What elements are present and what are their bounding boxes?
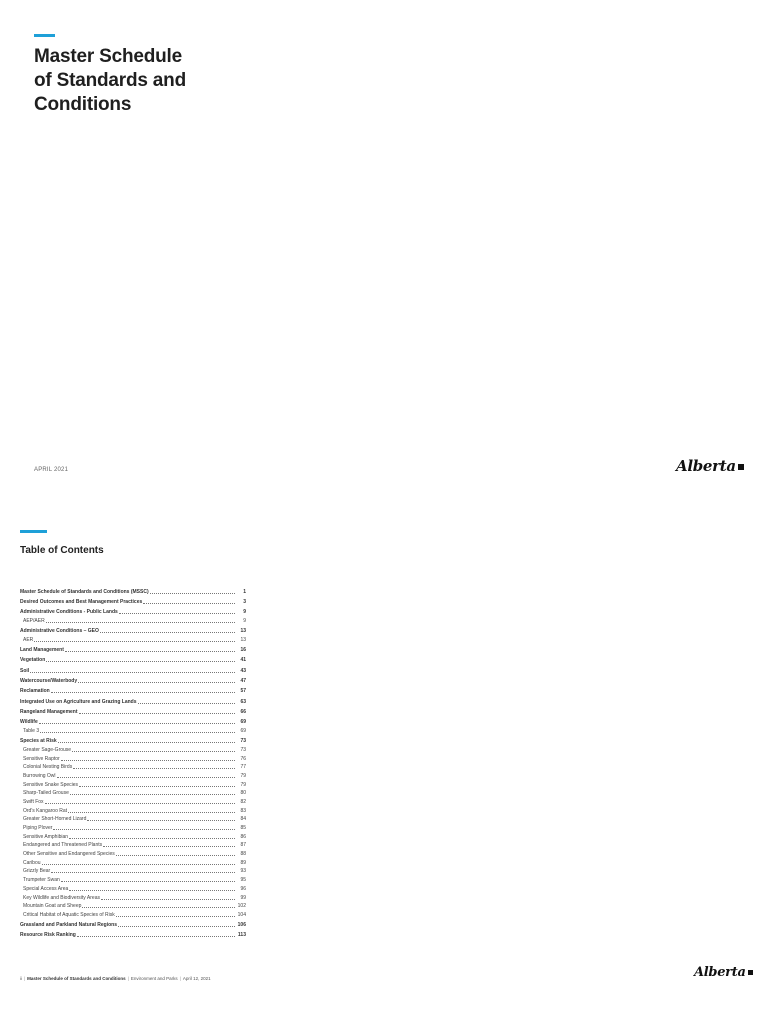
toc-dot-leader	[46, 657, 235, 662]
toc-entry-page: 47	[240, 678, 246, 685]
toc-entry[interactable]	[20, 725, 246, 734]
toc-entry-page: 73	[240, 738, 246, 745]
toc-entry-page: 57	[240, 688, 246, 695]
toc-entry-page: 86	[240, 833, 246, 840]
toc-entry[interactable]	[20, 716, 246, 725]
toc-entry-page: 82	[240, 798, 246, 805]
toc-entry-page: 63	[240, 698, 246, 705]
toc-dot-leader	[34, 637, 235, 642]
footer-separator: |	[24, 976, 26, 981]
toc-entry-label: Greater Short-Horned Lizard	[23, 816, 87, 823]
publication-date: APRIL 2021	[34, 467, 69, 473]
toc-entry-label: Other Sensitive and Endangered Species	[23, 851, 115, 858]
toc-dot-leader	[40, 728, 235, 733]
toc-entry[interactable]	[20, 848, 246, 857]
toc-entry-label: Sensitive Snake Species	[23, 781, 79, 788]
toc-entry[interactable]	[20, 596, 246, 605]
toc-dot-leader	[79, 709, 235, 714]
toc-entry-label: Soil	[20, 667, 30, 674]
toc-entry[interactable]	[20, 901, 246, 910]
toc-entry[interactable]	[20, 665, 246, 674]
toc-entry-label: Grizzly Bear	[23, 868, 51, 875]
toc-entry-label: Master Schedule of Standards and Conditions (MSSC)	[20, 588, 149, 595]
toc-entry-page: 79	[240, 772, 246, 779]
toc-dot-leader	[150, 589, 235, 594]
title-line-3: Conditions	[34, 94, 132, 115]
toc-dot-leader	[51, 868, 235, 873]
toc-entry-label: Integrated Use on Agriculture and Grazing Lands	[20, 698, 137, 705]
toc-entry-page: 106	[237, 922, 246, 929]
toc-entry[interactable]	[20, 892, 246, 901]
toc-entry-page: 88	[240, 851, 246, 858]
toc-entry-label: Mountain Goat and Sheep	[23, 903, 82, 910]
toc-entry-page: 69	[240, 727, 246, 734]
toc-dot-leader	[118, 922, 235, 927]
toc-entry-label: Land Management	[20, 647, 64, 654]
toc-accent-bar	[20, 530, 47, 533]
toc-entry-label: Watercourse/Waterbody	[20, 678, 78, 685]
toc-entry-page: 89	[240, 859, 246, 866]
toc-entry-page: 76	[240, 755, 246, 762]
footer-date: April 12, 2021	[182, 976, 211, 981]
toc-entry[interactable]	[20, 779, 246, 788]
toc-entry-page: 3	[243, 598, 246, 605]
toc-entry-label: Grassland and Parkland Natural Regions	[20, 922, 117, 929]
toc-dot-leader	[68, 808, 235, 813]
toc-dot-leader	[53, 825, 235, 830]
toc-entry-label: Vegetation	[20, 657, 46, 664]
toc-entry-label: Endangered and Threatened Plants	[23, 842, 103, 849]
toc-entry[interactable]	[20, 814, 246, 823]
toc-entry[interactable]	[20, 586, 246, 595]
toc-entry-label: Administrative Conditions - Public Lands	[20, 609, 118, 616]
toc-dot-leader	[69, 886, 235, 891]
toc-dot-leader	[72, 747, 235, 752]
toc-entry[interactable]	[20, 831, 246, 840]
toc-dot-leader	[61, 756, 235, 761]
toc-entry-label: Sharp-Tailed Grouse	[23, 790, 69, 797]
toc-dot-leader	[82, 903, 235, 908]
toc-entry[interactable]	[20, 735, 246, 744]
toc-heading: Table of Contents	[20, 545, 104, 556]
toc-entry-page: 95	[240, 877, 246, 884]
toc-entry-label: Table 3	[23, 727, 40, 734]
toc-entry-page: 77	[240, 764, 246, 771]
toc-entry-page: 84	[240, 816, 246, 823]
toc-entry-page: 9	[243, 609, 246, 616]
toc-entry-label: Caribou	[23, 859, 41, 866]
toc-entry[interactable]	[20, 686, 246, 695]
toc-entry-label: Swift Fox	[23, 798, 44, 805]
toc-dot-leader	[143, 599, 235, 604]
toc-dot-leader	[58, 738, 235, 743]
toc-dot-leader	[79, 782, 235, 787]
toc-dot-leader	[77, 932, 235, 937]
toc-entry[interactable]	[20, 883, 246, 892]
toc-dot-leader	[87, 816, 235, 821]
toc-entry[interactable]	[20, 822, 246, 831]
toc-dot-leader	[78, 678, 235, 683]
toc-entry-page: 79	[240, 781, 246, 788]
toc-entry-page: 13	[240, 628, 246, 635]
toc-dot-leader	[30, 668, 235, 673]
toc-entry-label: Ord's Kangaroo Rat	[23, 807, 68, 814]
toc-entry-label: Colonial Nesting Birds	[23, 764, 73, 771]
toc-entry[interactable]	[20, 615, 246, 624]
toc-entry[interactable]	[20, 645, 246, 654]
toc-entry[interactable]	[20, 930, 246, 939]
toc-entry-page: 73	[240, 746, 246, 753]
toc-entry-page: 87	[240, 842, 246, 849]
toc-entry-label: Sensitive Amphibian	[23, 833, 69, 840]
footer-separator: |	[127, 976, 129, 981]
toc-entry[interactable]	[20, 634, 246, 643]
toc-entry-label: Sensitive Raptor	[23, 755, 60, 762]
footer-page-number: ii	[20, 976, 22, 981]
toc-entry-label: Rangeland Management	[20, 708, 78, 715]
flag-icon	[748, 970, 753, 975]
toc-entry[interactable]	[20, 840, 246, 849]
document-title	[34, 45, 294, 117]
toc-entry-page: 104	[237, 911, 246, 918]
toc-entry-label: Wildlife	[20, 719, 38, 726]
toc-entry-page: 69	[240, 719, 246, 726]
toc-entry-page: 43	[240, 667, 246, 674]
toc-dot-leader	[116, 912, 235, 917]
toc-entry[interactable]	[20, 675, 246, 684]
toc-entry-label: Desired Outcomes and Best Management Practices	[20, 598, 143, 605]
toc-dot-leader	[73, 764, 235, 769]
toc-entry[interactable]	[20, 874, 246, 883]
toc-entry[interactable]	[20, 607, 246, 616]
toc-dot-leader	[116, 851, 235, 856]
alberta-logo	[676, 457, 744, 475]
toc-entry-page: 102	[237, 903, 246, 910]
toc-entry-label: AER	[23, 636, 34, 643]
toc-entry[interactable]	[20, 626, 246, 635]
toc-dot-leader	[45, 799, 235, 804]
toc-dot-leader	[51, 688, 235, 693]
toc-entry-page: 85	[240, 825, 246, 831]
toc-entry[interactable]	[20, 655, 246, 664]
toc-entry-page: 99	[240, 894, 246, 901]
toc-entry[interactable]	[20, 805, 246, 814]
toc-entry-page: 13	[240, 636, 246, 643]
toc-dot-leader	[119, 609, 235, 614]
cover-accent-bar	[34, 34, 55, 37]
title-line-2: of Standards and	[34, 70, 186, 91]
toc-dot-leader	[46, 618, 235, 623]
toc-dot-leader	[39, 719, 235, 724]
toc-entry[interactable]	[20, 762, 246, 771]
toc-entry[interactable]	[20, 919, 246, 928]
toc-entry[interactable]	[20, 909, 246, 918]
toc-entry-label: Resource Risk Ranking	[20, 932, 76, 939]
toc-dot-leader	[100, 628, 235, 633]
footer-separator: |	[179, 976, 181, 981]
toc-entry[interactable]	[20, 857, 246, 866]
toc-entry-page: 66	[240, 708, 246, 715]
toc-entry-label: Trumpeter Swan	[23, 877, 60, 884]
toc-entry-page: 16	[240, 647, 246, 654]
toc-dot-leader	[138, 699, 236, 704]
alberta-logo-text: Alberta	[676, 457, 736, 475]
toc-dot-leader	[101, 895, 235, 900]
toc-entry-label: Reclamation	[20, 688, 50, 695]
toc-entry[interactable]	[20, 866, 246, 875]
toc-entry[interactable]	[20, 753, 246, 762]
toc-entry-label: Species at Risk	[20, 738, 57, 745]
footer-title: Master Schedule of Standards and Conditions	[27, 976, 126, 981]
toc-dot-leader	[70, 790, 235, 795]
toc-entry-label: Piping Plover	[23, 825, 53, 831]
toc-dot-leader	[42, 860, 235, 865]
toc-entry-page: 9	[243, 617, 246, 624]
toc-entry[interactable]	[20, 796, 246, 805]
toc-dot-leader	[57, 773, 235, 778]
toc-entry-label: Special Access Area	[23, 885, 69, 892]
toc-entry-label: AEP/AER	[23, 617, 45, 624]
toc-entry-page: 83	[240, 807, 246, 814]
toc-dot-leader	[103, 842, 235, 847]
toc-dot-leader	[65, 647, 235, 652]
toc-entry-page: 41	[240, 657, 246, 664]
page-footer	[20, 976, 211, 981]
toc-entry-label: Administrative Conditions – GEO	[20, 628, 99, 635]
toc-entry-page: 93	[240, 868, 246, 875]
toc-entry[interactable]	[20, 744, 246, 753]
toc-entry[interactable]	[20, 696, 246, 705]
footer-logo-text: Alberta	[694, 965, 746, 980]
toc-entry-label: Key Wildlife and Biodiversity Areas	[23, 894, 100, 901]
toc-entry-label: Burrowing Owl	[23, 772, 56, 779]
toc-dot-leader	[61, 877, 235, 882]
flag-icon	[738, 464, 744, 470]
toc-entry[interactable]	[20, 706, 246, 715]
toc-entry-label: Greater Sage-Grouse	[23, 746, 72, 753]
footer-department: Environment and Parks	[130, 976, 178, 981]
toc-dot-leader	[69, 834, 235, 839]
title-line-1: Master Schedule	[34, 46, 182, 67]
toc-entry[interactable]	[20, 788, 246, 797]
toc-entry[interactable]	[20, 770, 246, 779]
toc-list	[20, 586, 246, 938]
toc-entry-page: 96	[240, 885, 246, 892]
toc-entry-page: 113	[237, 932, 246, 939]
toc-entry-label: Critical Habitat of Aquatic Species of Risk	[23, 911, 115, 918]
footer-alberta-logo	[694, 965, 753, 980]
toc-entry-page: 80	[240, 790, 246, 797]
toc-entry-page: 1	[243, 588, 246, 595]
